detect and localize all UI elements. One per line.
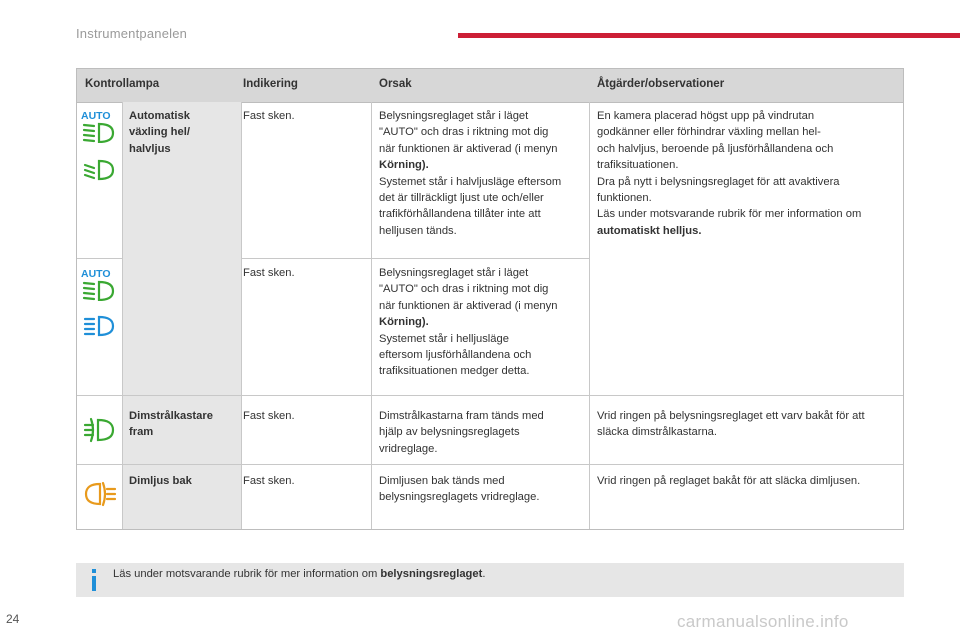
auto-high-beam-icon bbox=[81, 109, 119, 143]
svg-text:AUTO: AUTO bbox=[81, 268, 111, 280]
page-number: 24 bbox=[6, 612, 20, 626]
warning-lamp-table bbox=[76, 68, 904, 530]
header-accent-bar bbox=[458, 33, 960, 38]
rear-fog-icon bbox=[83, 481, 117, 507]
front-fog-icon bbox=[83, 417, 117, 443]
column-header-actions: Åtgärder/observationer bbox=[597, 78, 725, 90]
indication-text: Fast sken. bbox=[243, 110, 295, 122]
table-header bbox=[77, 69, 903, 103]
low-beam-icon bbox=[83, 159, 117, 181]
action-text: Vrid ringen på reglaget bakåt för att släcka dimljusen. bbox=[597, 475, 861, 487]
divider bbox=[77, 395, 903, 396]
indication-text: Fast sken. bbox=[243, 475, 295, 487]
info-note-link-term: belysningsreglaget bbox=[380, 568, 483, 580]
column-header-indication: Indikering bbox=[243, 78, 298, 90]
indication-text: Fast sken. bbox=[243, 267, 295, 279]
lamp-name-auto-beam: Automatisk växling hel/ halvljus bbox=[129, 110, 190, 155]
lamp-name-front-fog: Dimstrålkastare fram bbox=[129, 410, 213, 439]
cause-text: Belysningsreglaget står i läget "AUTO" och dras i riktning mot dig när funktionen är aktiverad (i menyn Körning). Systemet står i helljusläge eftersom ljusförhållandena och trafiksituationen medger detta. bbox=[379, 267, 558, 378]
column-header-lamp: Kontrollampa bbox=[85, 78, 160, 90]
cause-text: Dimljusen bak tänds med belysningsreglagets vridreglage. bbox=[379, 475, 540, 504]
lamp-name-rear-fog: Dimljus bak bbox=[129, 475, 192, 487]
cause-text: Belysningsreglaget står i läget "AUTO" och dras i riktning mot dig när funktionen är aktiverad (i menyn Körning). Systemet står i halvljusläge eftersom det är tillräckligt ljust ute och/eller trafikförhållandena tillåter inte att helljusen tänds. bbox=[379, 110, 562, 237]
svg-text:AUTO: AUTO bbox=[81, 110, 111, 122]
watermark: carmanualsonline.info bbox=[677, 612, 849, 631]
high-beam-icon bbox=[83, 315, 117, 337]
action-text: Vrid ringen på belysningsreglaget ett varv bakåt för att släcka dimstrålkastarna. bbox=[597, 410, 865, 439]
section-title: Instrumentpanelen bbox=[76, 26, 188, 41]
info-note-text: Läs under motsvarande rubrik för mer information om belysningsreglaget. bbox=[113, 568, 486, 580]
indication-text: Fast sken. bbox=[243, 410, 295, 422]
info-icon bbox=[87, 567, 101, 593]
action-text: En kamera placerad högst upp på vindrutan godkänner eller förhindrar växling mellan hel- och halvljus, beroende på ljusförhållandena och trafiksituationen. Dra på nytt i belysningsreglaget för att avaktivera funktionen. Läs under motsvarande rubrik för mer information om automatiskt helljus. bbox=[597, 110, 862, 237]
cause-text: Dimstrålkastarna fram tänds med hjälp av belysningsreglagets vridreglage. bbox=[379, 410, 544, 455]
auto-high-beam-icon bbox=[81, 267, 119, 301]
divider bbox=[77, 464, 903, 465]
divider bbox=[77, 258, 123, 259]
column-header-cause: Orsak bbox=[379, 78, 412, 90]
divider bbox=[241, 258, 589, 259]
